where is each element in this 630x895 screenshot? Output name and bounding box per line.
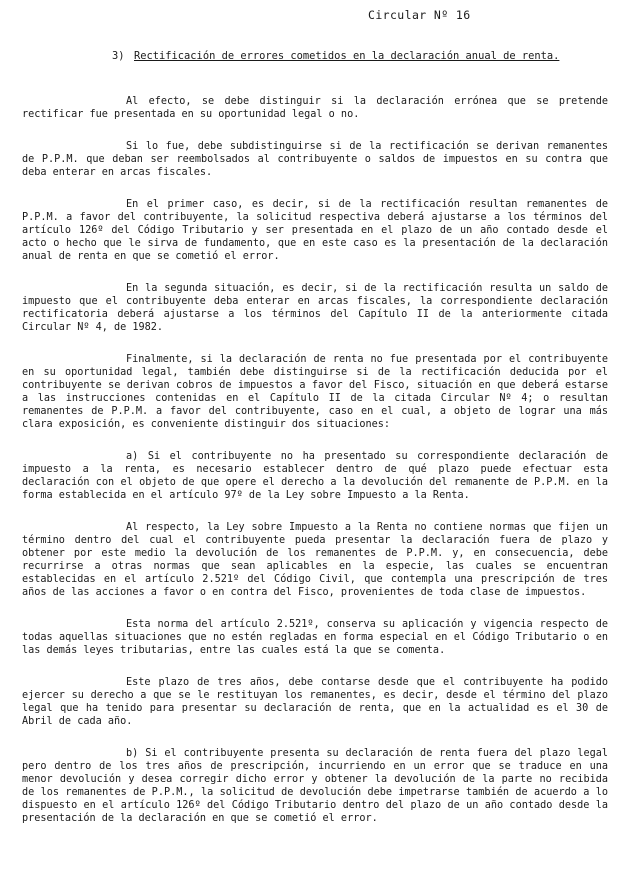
paragraph-subdistinction: Si lo fue, debe subdistinguirse si de la rectificación se derivan remanentes de P.P.M. que deban ser reembolsados al contribuyente o saldos de impuestos en su contra que deba enterar en arcas fiscales. [22, 141, 608, 178]
paragraph-first-case: En el primer caso, es decir, si de la rectificación resultan remanentes de P.P.M. a favor del contribuyente, la solicitud respectiva deberá ajustarse a los términos del artículo 126º del Código Tributario y ser presentada en el plazo de un año contado desde el acto o hecho que le sirva de fundamento, que en este caso es la presentación de la declaración anual de renta en que se cometió el error. [22, 199, 608, 262]
section-heading [112, 50, 607, 63]
paragraph-three-year-term: Este plazo de tres años, debe contarse desde que el contribuyente ha podido ejercer su derecho a que se le restituyan los remanentes, es decir, desde el término del plazo legal que ha tenido para presentar su declaración de renta, que en la actualidad es el 30 de Abril de cada año. [22, 677, 608, 727]
paragraph-finally: Finalmente, si la declaración de renta no fue presentada por el contribuyente en su oportunidad legal, también debe distinguirse si de la rectificación deducida por el contribuyente se derivan cobros de impuestos a favor del Fisco, situación en que deberá estarse a las instrucciones contenidas en el Capítulo II de la citada Circular Nº 4; o resultan remanentes de P.P.M. a favor del contribuyente, caso en el cual, a objeto de lograr una más clara exposición, es conveniente distinguir dos situaciones: [22, 354, 608, 430]
paragraph-case-b: b) Si el contribuyente presenta su declaración de renta fuera del plazo legal pero dentro de los tres años de prescripción, incurriendo en un error que se traduce en una menor devolución y desea corregir dicho error y obtener la devolución de la parte no recibida de los remanentes de P.P.M., la solicitud de devolución debe impetrarse también de acuerdo a lo dispuesto en el artículo 126º del Código Tributario dentro del plazo de un año contado desde la presentación de la declaración en que se cometió el error. [22, 748, 608, 824]
section-number: 3) [112, 50, 125, 62]
document-body [22, 95, 608, 844]
paragraph-intro: Al efecto, se debe distinguir si la declaración errónea que se pretende rectificar fue presentada en su oportunidad legal o no. [22, 96, 608, 120]
paragraph-case-a: a) Si el contribuyente no ha presentado su correspondiente declaración de impuesto a la renta, es necesario establecer dentro de qué plazo puede efectuar esta declaración con el objeto de que opere el derecho a la devolución del remanente de P.P.M. en la forma establecida en el artículo 97º de la Ley sobre Impuesto a la Renta. [22, 451, 608, 501]
paragraph-second-case: En la segunda situación, es decir, si de la rectificación resulta un saldo de impuesto que el contribuyente deba enterar en arcas fiscales, la correspondiente declaración rectificatoria deberá ajustarse a los términos del Capítulo II de la anteriormente citada Circular Nº 4, de 1982. [22, 283, 608, 333]
section-title: Rectificación de errores cometidos en la declaración anual de renta. [134, 50, 560, 62]
paragraph-law-respect: Al respecto, la Ley sobre Impuesto a la Renta no contiene normas que fijen un término dentro del cual el contribuyente pueda presentar la declaración fuera de plazo y obtener por este medio la devolución de los remanentes de P.P.M. y, en consecuencia, debe recurrirse a otras normas que sean aplicables en la especie, las cuales se encuentran establecidas en el artículo 2.521º del Código Civil, que contempla una prescripción de tres años de las acciones a favor o en contra del Fisco, provenientes de toda clase de impuestos. [22, 522, 608, 598]
paragraph-norm-article: Esta norma del artículo 2.521º, conserva su aplicación y vigencia respecto de todas aquellas situaciones que no estén regladas en forma especial en el Código Tributario o en las demás leyes tributarias, entre las cuales está la que se comenta. [22, 619, 608, 656]
circular-number: Circular Nº 16 [368, 8, 471, 22]
